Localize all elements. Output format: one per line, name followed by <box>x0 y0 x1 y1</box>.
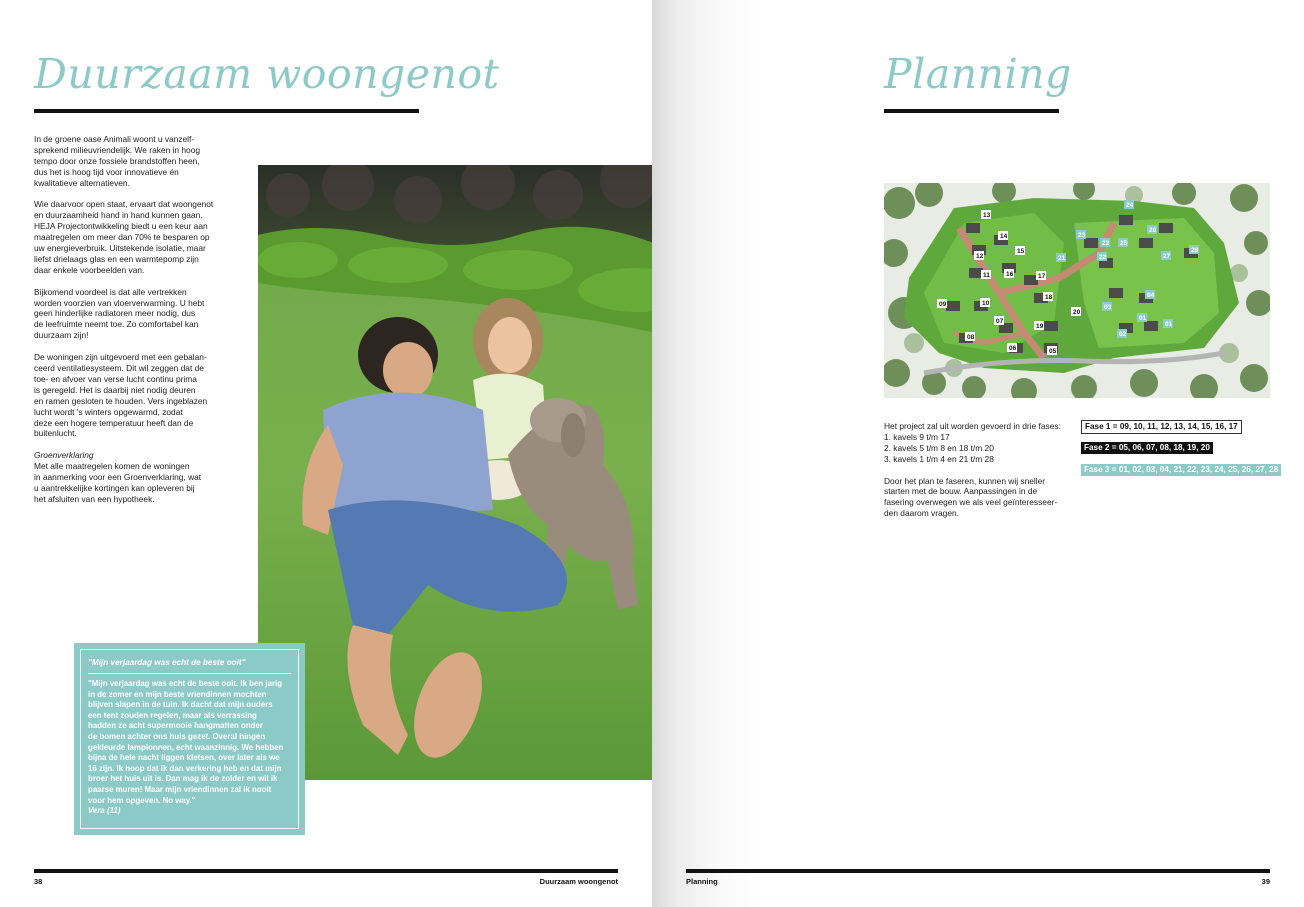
svg-text:25: 25 <box>1120 240 1128 247</box>
quote-body: "Mijn verjaardag was echt de beste ooit. Ik ben jarig in de zomer en mijn beste vriendinnen mochten blijven slapen in de tuin. Ik dacht dat mijn ouders een tent zouden regelen, maar als verrassing hadden ze acht supermooie hangmatten onder de bomen achter ons huis gezet. Overal hingen gekleurde lampionnen, echt waanzinnig. We hebben bijna de hele nacht liggen kletsen, over later als we 16 zijn. Ik hoop dat ik dan verkering heb en dat mijn broer het huis uit is. Dan mag ik de zolder en wil ik paarse muren! Maar mijn vriendinnen zal ik nooit voor hem opgeven. No way." <box>88 679 284 805</box>
footer-rule-right <box>686 869 1270 873</box>
svg-text:09: 09 <box>939 301 947 308</box>
svg-text:01: 01 <box>1139 315 1147 322</box>
phase-2-badge: Fase 2 = 05, 06, 07, 08, 18, 19, 20 <box>1081 442 1213 454</box>
svg-text:06: 06 <box>1009 345 1017 352</box>
title-underline-planning <box>884 109 1059 113</box>
paragraph-groenverklaring: Met alle maatregelen komen de woningen in aanmerking voor een Groenverklaring, wat u aantrekkelijke kortingen kan opleveren bij het afsluiten van een hypotheek. <box>34 461 202 504</box>
paragraph-intro: In de groene oase Animali woont u vanzelf- sprekend milieuvriendelijk. We raken in hoog tempo door onze fossiele brandstoffen heen, dus het is hoog tijd voor innovatieve én kwalitatieve alternatieven. <box>34 134 201 188</box>
svg-text:05: 05 <box>1049 348 1057 355</box>
title-underline <box>34 109 419 113</box>
svg-text:15: 15 <box>1017 248 1025 255</box>
body-text-column <box>34 134 244 516</box>
footer-rule-left <box>34 869 618 873</box>
svg-text:13: 13 <box>983 212 991 219</box>
svg-text:11: 11 <box>983 272 990 279</box>
svg-text:21: 21 <box>1058 255 1066 262</box>
svg-text:18: 18 <box>1045 294 1053 301</box>
svg-text:20: 20 <box>1073 309 1081 316</box>
svg-text:26: 26 <box>1149 227 1157 234</box>
svg-text:22: 22 <box>1102 240 1110 247</box>
subheading-groenverklaring: Groenverklaring <box>34 450 94 461</box>
page-title-planning: Planning <box>884 50 1072 98</box>
svg-text:07: 07 <box>996 318 1004 325</box>
site-plan-aerial <box>884 183 1270 398</box>
paragraph-floor-heating: Bijkomend voordeel is dat alle vertrekken worden voorzien van vloerverwarming. U hebt geen hinderlijke radiatoren meer nodig, dus de leefruimte neemt toe. Zo comfortabel kan duurzaam zijn! <box>34 286 205 341</box>
quote-frame <box>80 649 299 829</box>
phase-3-badge: Fase 3 = 01, 02, 03, 04, 21, 22, 23, 24, 25, 26, 27, 28 <box>1081 464 1281 476</box>
running-title-left: Duurzaam woongenot <box>539 877 618 886</box>
svg-text:02: 02 <box>1119 331 1127 338</box>
svg-text:28: 28 <box>1191 247 1199 254</box>
site-plan-map <box>884 183 1270 398</box>
planning-intro: Het project zal uit worden gevoerd in drie fases: 1. kavels 9 t/m 17 2. kavels 5 t/m 8 en 18 t/m 20 3. kavels 1 t/m 4 en 21 t/m 28 <box>884 421 1061 464</box>
svg-text:19: 19 <box>1036 323 1044 330</box>
planning-note: Door het plan te faseren, kunnen wij sneller starten met de bouw. Aanpassingen in de fasering overwegen we als veel geïnteresseer- den daarom vragen. <box>884 475 1058 519</box>
quote-signature: Vera (11) <box>88 806 121 816</box>
svg-text:08: 08 <box>967 334 975 341</box>
paragraph-energy: Wie daarvoor open staat, ervaart dat woongenot en duurzaamheid hand in hand kunnen gaan. HEJA Projectontwikkeling biedt u een keur aan maatregelen om meer dan 70% te besparen op uw energieverbruik. Uitstekende isolatie, maar liefst drielaags glas en een warmtepomp zijn daar enkele voorbeelden van. <box>34 199 214 275</box>
quote-heading: "Mijn verjaardag was echt de beste ooit" <box>88 658 291 674</box>
svg-text:27: 27 <box>1163 253 1171 260</box>
planning-text <box>884 421 1074 530</box>
running-title-right: Planning <box>686 877 718 886</box>
phase-1-badge: Fase 1 = 09, 10, 11, 12, 13, 14, 15, 16, 17 <box>1081 420 1242 434</box>
page-number-right: 39 <box>1261 877 1270 886</box>
page-number-left: 38 <box>34 877 43 886</box>
svg-text:14: 14 <box>1000 233 1008 240</box>
quote-box <box>74 643 305 835</box>
svg-text:03: 03 <box>1104 304 1112 311</box>
svg-text:22: 22 <box>1099 254 1107 261</box>
svg-text:12: 12 <box>976 253 984 260</box>
svg-text:10: 10 <box>982 300 990 307</box>
svg-text:01: 01 <box>1165 321 1173 328</box>
svg-text:23: 23 <box>1078 232 1086 239</box>
svg-text:17: 17 <box>1038 273 1046 280</box>
svg-text:24: 24 <box>1126 202 1134 209</box>
svg-text:04: 04 <box>1147 292 1155 299</box>
page-title-duurzaam: Duurzaam woongenot <box>34 50 500 98</box>
paragraph-ventilation: De woningen zijn uitgevoerd met een gebalan- ceerd ventilatiesysteem. Dit wil zeggen dat de toe- en afvoer van verse lucht continu prima is geregeld. Het is daarbij niet nodig deuren en ramen gesloten te houden. Vers ingeblazen lucht wordt 's winters opgewarmd, zodat deze een hogere temperatuur heeft dan de buitenlucht. <box>34 352 208 439</box>
svg-text:16: 16 <box>1006 271 1014 278</box>
